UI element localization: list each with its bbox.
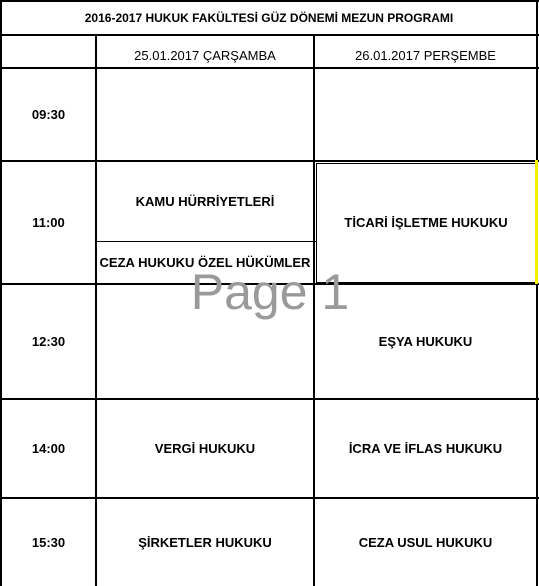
course-cell: CEZA USUL HUKUKU [358,535,493,550]
time-slot: 11:00 [32,215,65,230]
time-slot: 14:00 [31,441,66,456]
course-cell: ŞİRKETLER HUKUKU [138,535,272,550]
page-watermark: Page 1 [190,264,350,320]
grid-line [536,0,538,586]
time-slot: 12:30 [31,334,66,349]
day-header-1: 25.01.2017 ÇARŞAMBA [134,48,276,63]
course-cell: TİCARİ İŞLETME HUKUKU [344,215,508,230]
course-cell: CEZA HUKUKU ÖZEL HÜKÜMLER [99,255,311,270]
page-title: 2016-2017 HUKUK FAKÜLTESİ GÜZ DÖNEMİ MEZUN PROGRAMI [84,11,454,25]
day-header-2: 26.01.2017 PERŞEMBE [355,48,496,63]
time-slot: 15:30 [31,535,66,550]
course-cell: KAMU HÜRRİYETLERİ [135,194,275,209]
grid-line [316,160,539,162]
course-cell: İCRA VE İFLAS HUKUKU [348,441,503,456]
course-cell: VERGİ HUKUKU [154,441,256,456]
selection-handle [535,160,538,284]
course-cell: EŞYA HUKUKU [378,334,473,349]
time-slot: 09:30 [31,107,66,122]
